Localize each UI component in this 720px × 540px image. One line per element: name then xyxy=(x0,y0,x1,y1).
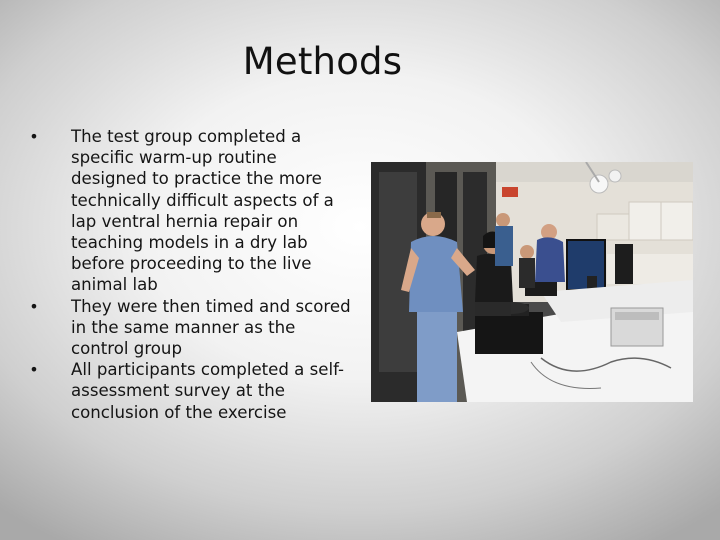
bullet-item xyxy=(27,359,357,423)
lab-photo xyxy=(371,162,693,402)
slide-title xyxy=(0,40,720,83)
exit-sign-icon xyxy=(502,187,518,197)
bullet-item xyxy=(27,126,357,296)
bullet-item xyxy=(27,296,357,360)
slide-title-text: Methods xyxy=(242,40,403,83)
bullet-icon: • xyxy=(29,127,39,146)
bullet-icon: • xyxy=(29,296,39,316)
bullet-icon: • xyxy=(29,360,39,380)
lab-photo-illustration xyxy=(371,162,693,402)
bullet-text: The test group completed a specific warm-up routine designed to practice the more technically difficult aspects of a lap ventral hernia repair on teaching models in a dry lab before proceeding to the live animal lab xyxy=(71,127,334,295)
bullet-text: All participants completed a self-assessment survey at the conclusion of the exercise xyxy=(71,360,345,422)
bullet-list xyxy=(27,126,357,423)
bullet-text: They were then timed and scored in the same manner as the control group xyxy=(71,296,351,359)
